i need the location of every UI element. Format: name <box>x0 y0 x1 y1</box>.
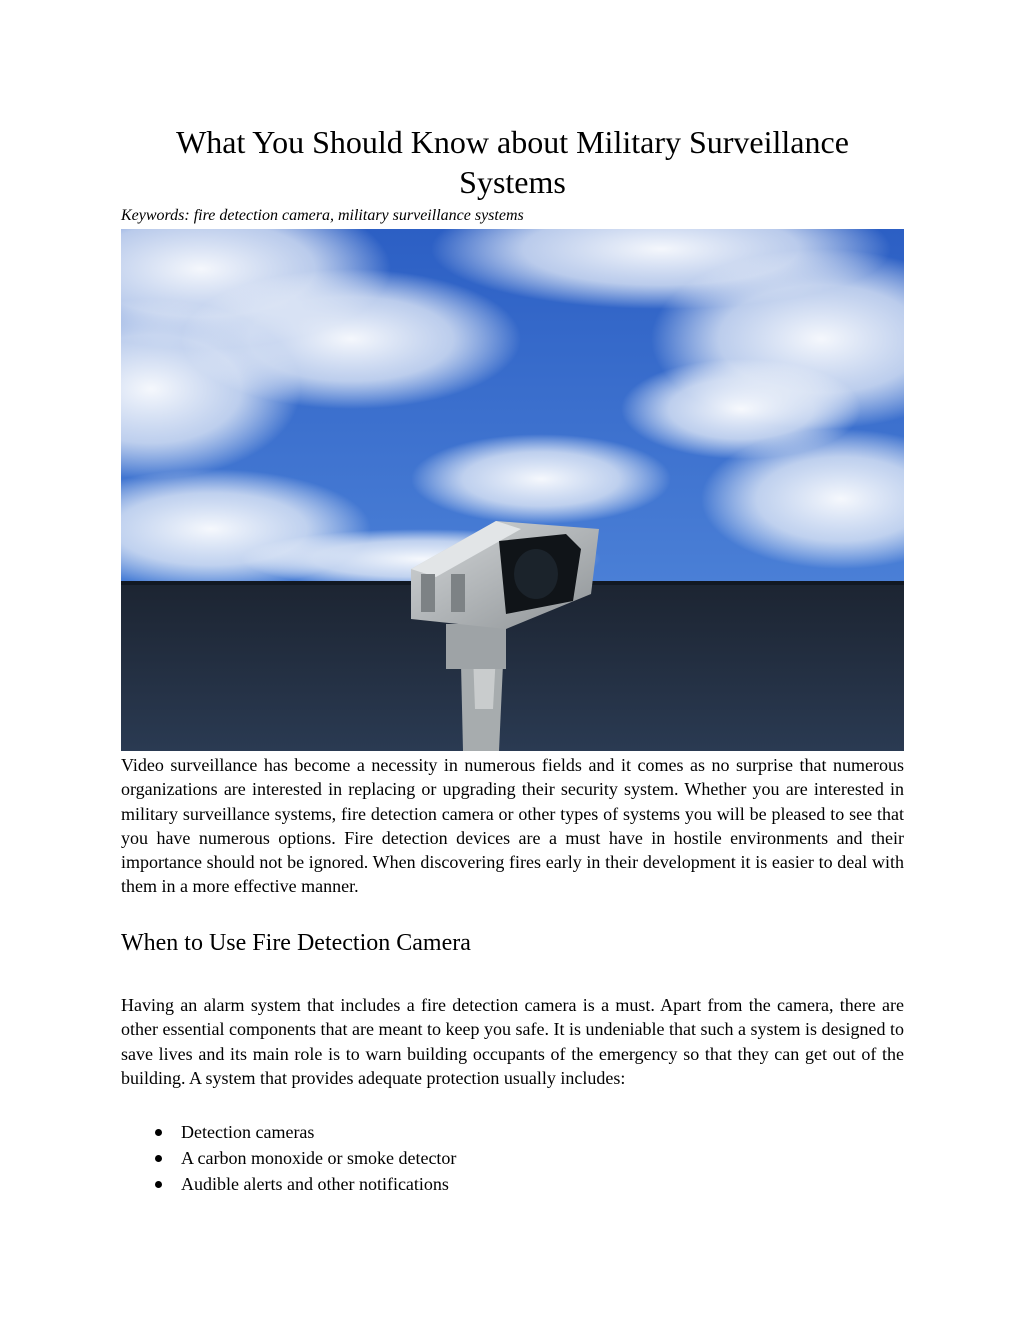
page-title: What You Should Know about Military Surveillance Systems <box>176 124 849 200</box>
list-item-text: A carbon monoxide or smoke detector <box>181 1148 457 1168</box>
surveillance-camera-photo <box>121 229 904 751</box>
list-item <box>121 1119 904 1145</box>
components-list <box>121 1119 904 1197</box>
list-item-text: Audible alerts and other notifications <box>181 1174 449 1194</box>
bullet-dot-icon <box>155 1155 162 1162</box>
section-heading: When to Use Fire Detection Camera <box>121 930 471 956</box>
bullet-dot-icon <box>155 1181 162 1188</box>
list-item <box>121 1145 904 1171</box>
bullet-dot-icon <box>155 1129 162 1136</box>
section-paragraph: Having an alarm system that includes a fire detection camera is a must. Apart from the camera, there are other essential components that are meant to keep you safe. It is undeniable that such a system is designed to save lives and its main role is to warn building occupants of the emergency so that they can get out of the building. A system that provides adequate protection usually includes: <box>121 995 904 1088</box>
keywords-line: Keywords: fire detection camera, military surveillance systems <box>121 207 524 224</box>
list-item-text: Detection cameras <box>181 1122 315 1142</box>
intro-paragraph: Video surveillance has become a necessity in numerous fields and it comes as no surprise that numerous organizations are interested in replacing or upgrading their security system. Whether you are interested in military surveillance systems, fire detection camera or other types of systems you will be pleased to see that you have numerous options. Fire detection devices are a must have in hostile environments and their importance should not be ignored. When discovering fires early in their development it is easier to deal with them in a more effective manner. <box>121 755 904 897</box>
list-item <box>121 1171 904 1197</box>
